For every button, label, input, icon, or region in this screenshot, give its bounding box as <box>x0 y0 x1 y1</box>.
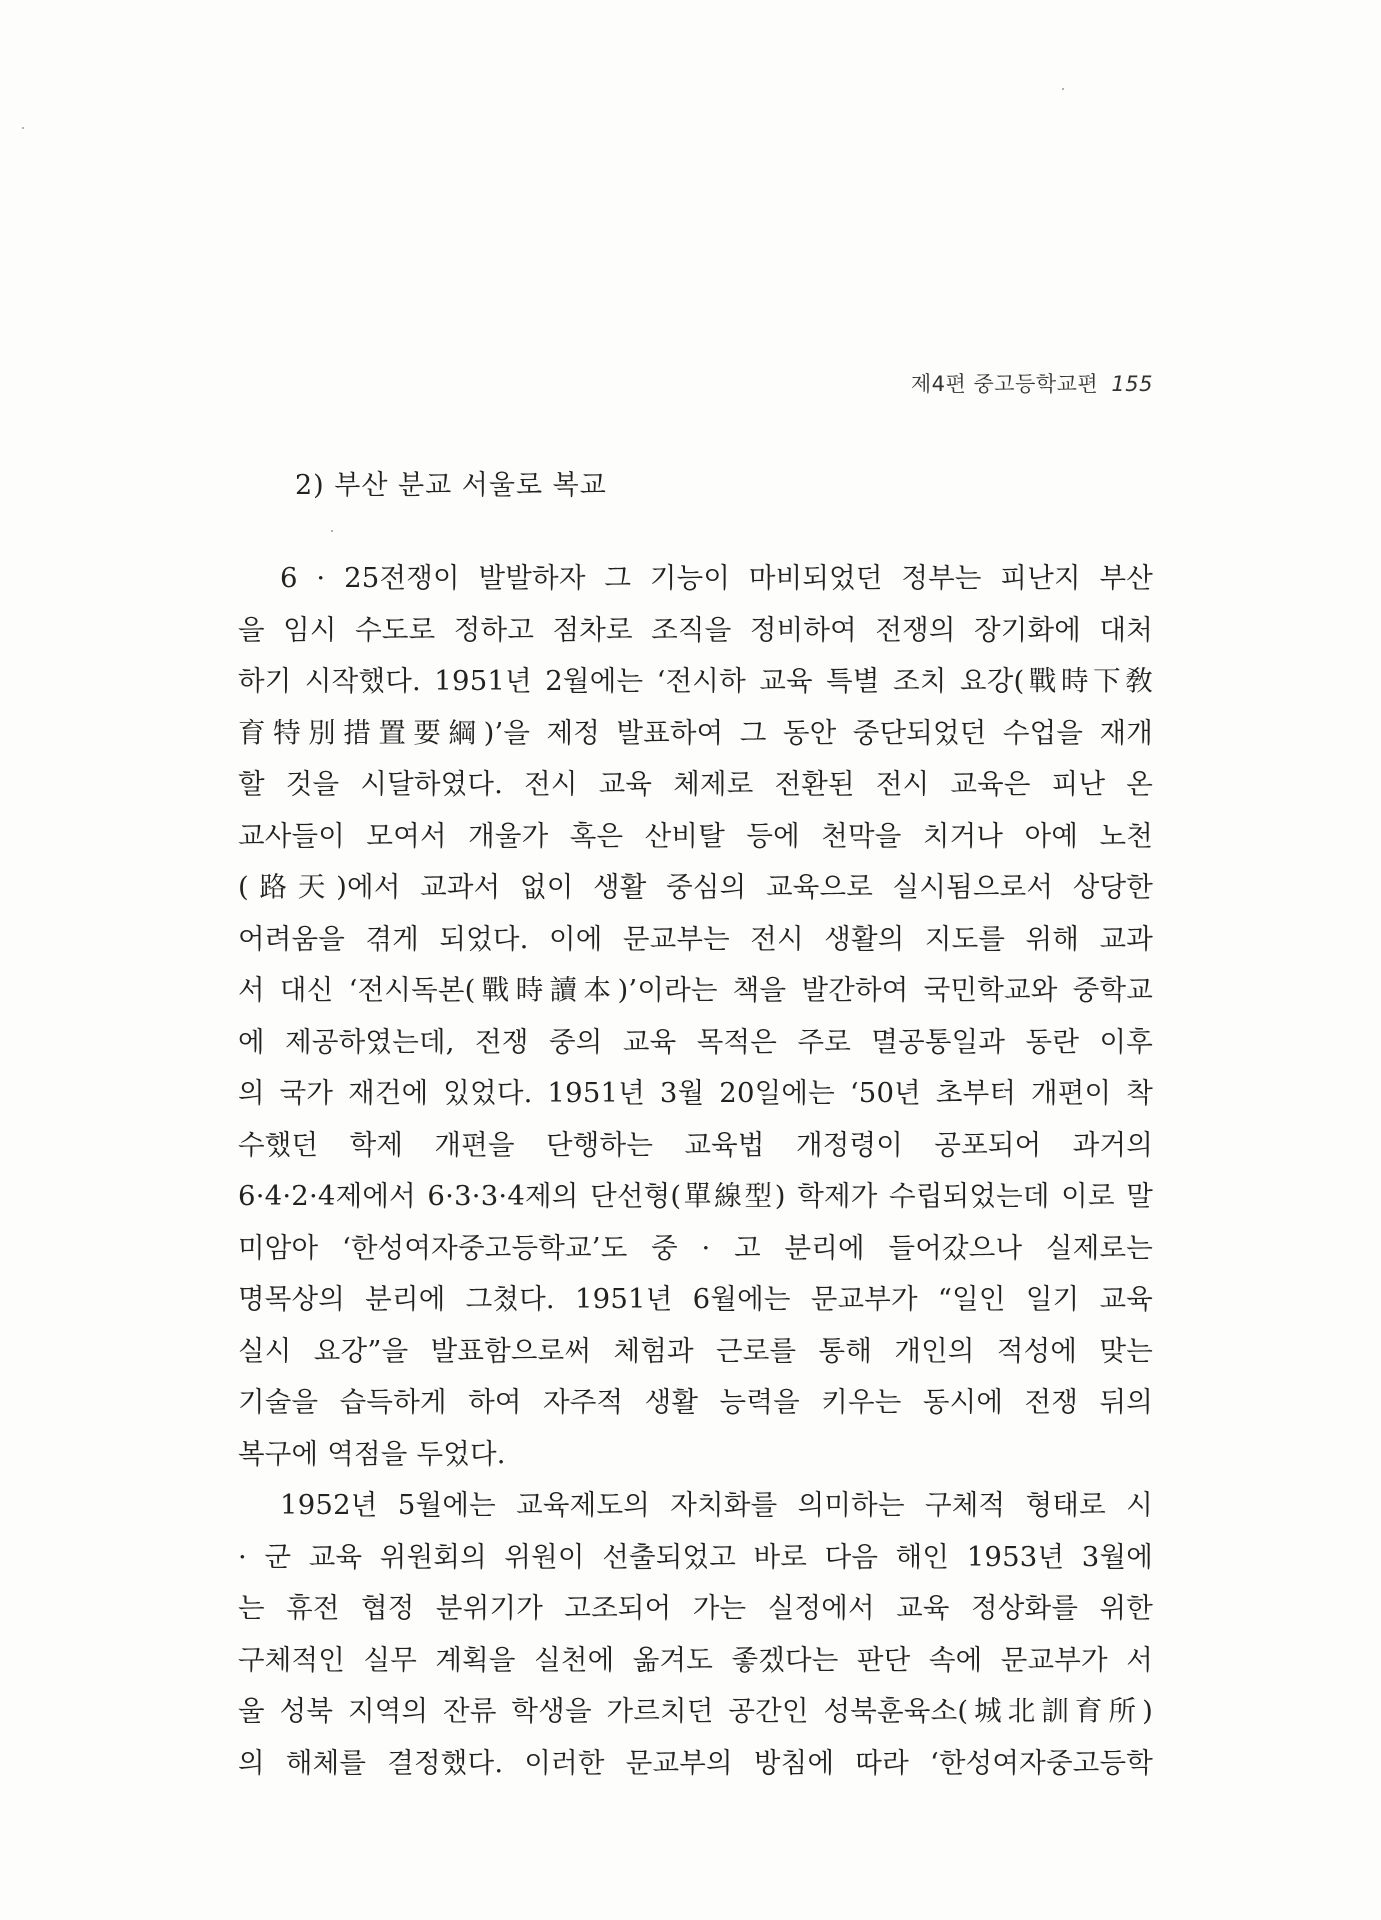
text-line: 의 국가 재건에 있었다. 1951년 3월 20일에는 ‘50년 초부터 개편이 착 <box>238 1077 1153 1109</box>
running-header <box>911 368 1153 398</box>
text-line: 기술을 습득하게 하여 자주적 생활 능력을 키우는 동시에 전쟁 뒤의 <box>238 1386 1153 1418</box>
text-line: 하기 시작했다. 1951년 2월에는 ‘전시하 교육 특별 조치 요강(戰時下敎 <box>238 665 1153 697</box>
section-heading: 2) 부산 분교 서울로 복교 <box>295 470 607 501</box>
text-line: 울 성북 지역의 잔류 학생을 가르치던 공간인 성북훈육소(城北訓育所) <box>238 1695 1153 1727</box>
text-line: · 군 교육 위원회의 위원이 선출되었고 바로 다음 해인 1953년 3월에 <box>238 1540 1153 1573</box>
text-line: 育特別措置要綱)’을 제정 발표하여 그 동안 중단되었던 수업을 재개 <box>238 716 1153 749</box>
text-line: 1952년 5월에는 교육제도의 자치화를 의미하는 구체적 형태로 시 <box>280 1489 1153 1521</box>
text-line: 실시 요강”을 발표함으로써 체험과 근로를 통해 개인의 적성에 맞는 <box>238 1334 1153 1367</box>
body-text <box>238 553 1153 1789</box>
paragraph-2 <box>238 1480 1153 1789</box>
scan-speck <box>1062 88 1064 90</box>
text-line: 할 것을 시달하였다. 전시 교육 체제로 전환된 전시 교육은 피난 온 <box>238 768 1153 800</box>
text-line: 복구에 역점을 두었다. <box>238 1437 506 1470</box>
paragraph-1 <box>238 553 1153 1480</box>
text-line: 서 대신 ‘전시독본(戰時讀本)’이라는 책을 발간하여 국민학교와 중학교 <box>238 974 1153 1006</box>
text-line: 미암아 ‘한성여자중고등학교’도 중 · 고 분리에 들어갔으나 실제로는 <box>238 1231 1153 1264</box>
page-number: 155 <box>1111 372 1153 396</box>
text-line: 6·4·2·4제에서 6·3·3·4제의 단선형(單線型) 학제가 수립되었는데 이로 말 <box>238 1180 1153 1212</box>
scan-speck <box>331 530 333 532</box>
text-line: 는 휴전 협정 분위기가 고조되어 가는 실정에서 교육 정상화를 위한 <box>238 1592 1153 1624</box>
text-line: 어려움을 겪게 되었다. 이에 문교부는 전시 생활의 지도를 위해 교과 <box>238 922 1153 955</box>
text-line: 에 제공하였는데, 전쟁 중의 교육 목적은 주로 멸공통일과 동란 이후 <box>238 1025 1153 1058</box>
header-section-title: 제4편 중고등학교편 <box>910 372 1099 396</box>
text-line: (路天)에서 교과서 없이 생활 중심의 교육으로 실시됨으로서 상당한 <box>238 871 1153 903</box>
text-line: 6 · 25전쟁이 발발하자 그 기능이 마비되었던 정부는 피난지 부산 <box>280 562 1153 594</box>
text-line: 교사들이 모여서 개울가 혹은 산비탈 등에 천막을 치거나 아예 노천 <box>238 819 1153 852</box>
text-line: 을 임시 수도로 정하고 점차로 조직을 정비하여 전쟁의 장기화에 대처 <box>238 613 1153 646</box>
text-line: 의 해체를 결정했다. 이러한 문교부의 방침에 따라 ‘한성여자중고등학 <box>238 1746 1153 1779</box>
text-line: 구체적인 실무 계획을 실천에 옮겨도 좋겠다는 판단 속에 문교부가 서 <box>238 1643 1153 1676</box>
text-line: 수했던 학제 개편을 단행하는 교육법 개정령이 공포되어 과거의 <box>238 1128 1153 1161</box>
text-line: 명목상의 분리에 그쳤다. 1951년 6월에는 문교부가 “일인 일기 교육 <box>238 1283 1153 1315</box>
scan-speck <box>22 127 24 129</box>
